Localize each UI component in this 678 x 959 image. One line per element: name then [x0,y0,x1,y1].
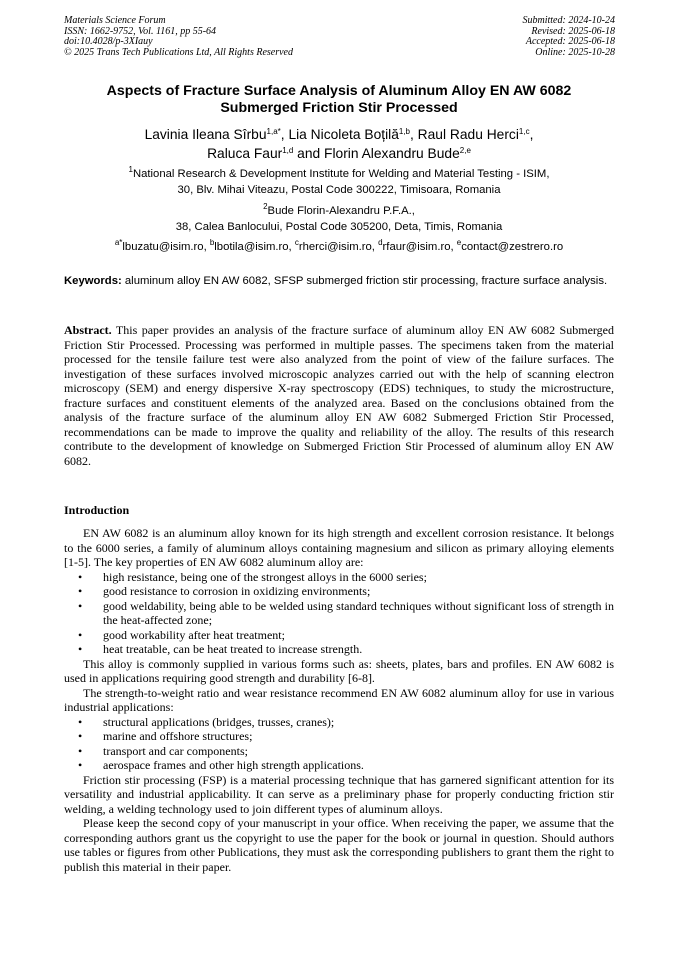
author-name: Florin Alexandru Bude [324,146,460,161]
list-item: • transport and car components; [78,743,248,758]
author-affiliation-mark: 1,c [518,127,530,136]
abstract-label: Abstract. [64,323,112,337]
paragraph: This alloy is commonly supplied in various forms such as: sheets, plates, bars and profiles. EN AW 6082 is used in applications requiring good strength and durability [6-8]. [64,656,614,685]
keywords [64,274,614,290]
applications-list [64,715,614,773]
author-affiliation-mark: 1,d [282,146,294,155]
bullet-icon: • [78,598,83,613]
email-address: rfaur@isim.ro, [382,241,457,253]
email-address: contact@zestrero.ro [461,241,564,253]
properties-list [64,570,614,657]
list-item: • marine and offshore structures; [78,729,253,743]
affiliation-mark: 2 [263,202,268,211]
introduction-body [64,526,614,874]
doi-line: doi:10.4028/p-3XIauy [64,36,153,48]
bullet-icon: • [78,569,83,584]
abstract-text: This paper provides an analysis of the fracture surface of aluminum alloy EN AW 6082 Submerged Friction Stir Processed. Processing was performed in multiple passes. The specimens taken from the material processed for the tensile failure test were also analyzed from the point of view of the failure surfaces. The investigation of these surfaces involved microscopic analyzes carried out with the help of scanning electron microscopy (SEM) and energy dispersive X-ray spectroscopy (EDS) techniques, to study the microstructure, fracture surfaces and constituent elements of the analyzed area. Based on the conclusions obtained from the analysis of the fracture surface of the aluminum alloy EN AW 6082 Submerged Friction Stir Processed, recommendations can be made to improve the quality and reliability of the alloy. The results of this research contribute to the development of knowledge on Submerged Friction Stir Processed of aluminum alloy EN AW 6082. [64,323,614,468]
issn-line: ISSN: 1662-9752, Vol. 1161, pp 55-64 [64,25,217,37]
journal-header-left [64,16,293,58]
bullet-icon: • [78,758,83,772]
bullet-icon: • [78,743,83,758]
author-name: Lavinia Ileana Sîrbu [144,127,267,142]
bullet-icon: • [78,714,83,729]
author-name: Raluca Faur [207,146,283,161]
paragraph: Please keep the second copy of your manuscript in your office. When receiving the paper, we assume that the corresponding authors grant us the copyright to use the paper for the book or journal in question. Should authors use tables or figures from other Publications, they must ask the corresponding publishers to grant them the right to publish this material in their paper. [64,816,614,874]
list-item: • good resistance to corrosion in oxidizing environments; [78,584,371,598]
list-item: • aerospace frames and other high strength applications. [78,758,364,772]
list-item: • good workability after heat treatment; [78,627,285,642]
list-item: • high resistance, being one of the strongest alloys in the 6000 series; [78,569,427,584]
author-separator: , [529,127,534,142]
affiliation-name: Bude Florin-Alexandru P.F.A., [267,205,415,217]
keywords-text: aluminum alloy EN AW 6082, SFSP submerged friction stir processing, fracture surface analysis. [121,275,608,287]
list-item: • heat treatable, can be heat treated to increase strength. [78,642,363,656]
author-separator: , [410,127,418,142]
title-line-2: Submerged Friction Stir Processed [220,100,458,116]
paragraph: EN AW 6082 is an aluminum alloy known for its high strength and excellent corrosion resistance. It belongs to the 6000 series, a family of aluminum alloys containing magnesium and silicon as primary alloying elements [1-5]. The key properties of EN AW 6082 aluminum alloy are: [64,526,614,569]
affiliation-2 [50,203,628,235]
journal-name: Materials Science Forum [64,15,166,26]
email-address: lbotila@isim.ro, [214,241,295,253]
author-separator: and [293,146,325,161]
affiliation-mark: 1 [128,165,133,174]
copyright-line: © 2025 Trans Tech Publications Ltd, All Rights Reserved [64,46,293,58]
affiliation-name: National Research & Development Institute for Welding and Material Testing - ISIM, [132,168,550,180]
journal-header-right [523,16,616,58]
bullet-icon: • [78,584,83,598]
bullet-icon: • [78,642,83,656]
paper-title [50,83,628,117]
email-mark: e [456,238,462,247]
email-mark: a* [114,238,123,247]
paragraph: The strength-to-weight ratio and wear resistance recommend EN AW 6082 aluminum alloy for use in various industrial applications: [64,685,614,714]
paragraph: Friction stir processing (FSP) is a material processing technique that has garnered significant attention for its versatility and industrial applicability. It can serve as a preliminary phase for properly conducting friction stir welding, a welding technology used to join different types of aluminum alloys. [64,772,614,816]
email-address: lbuzatu@isim.ro, [122,241,210,253]
submitted-date: Submitted: 2024-10-24 [522,15,615,26]
revised-date: Revised: 2025-06-18 [531,25,615,37]
author-affiliation-mark: 1,a* [266,127,281,136]
list-item: • good weldability, being able to be welded using standard techniques without significant loss of strength in the heat-affected zone; [78,598,614,627]
title-line-1: Aspects of Fracture Surface Analysis of Aluminum Alloy EN AW 6082 [106,83,572,99]
affiliation-address: 38, Calea Banlocului, Postal Code 305200, Deta, Timis, Romania [175,221,503,233]
author-emails [50,239,628,255]
affiliation-address: 30, Blv. Mihai Viteazu, Postal Code 300222, Timisoara, Romania [177,184,501,196]
bullet-icon: • [78,729,83,743]
section-heading-introduction: Introduction [64,503,130,517]
email-address: rherci@isim.ro, [298,241,379,253]
bullet-icon: • [78,627,83,642]
email-mark: c [294,238,299,247]
author-affiliation-mark: 2,e [459,146,471,155]
email-mark: d [378,238,383,247]
affiliation-1 [50,166,628,198]
author-name: Raul Radu Herci [417,127,519,142]
online-date: Online: 2025-10-28 [535,46,615,58]
author-list [50,125,628,163]
email-mark: b [209,238,215,247]
list-item: • structural applications (bridges, trusses, cranes); [78,714,335,729]
author-separator: , [280,127,289,142]
accepted-date: Accepted: 2025-06-18 [525,36,615,48]
author-affiliation-mark: 1,b [398,127,410,136]
author-name: Lia Nicoleta Boțilă [288,127,399,142]
keywords-label: Keywords: [64,275,122,287]
abstract [64,323,614,468]
